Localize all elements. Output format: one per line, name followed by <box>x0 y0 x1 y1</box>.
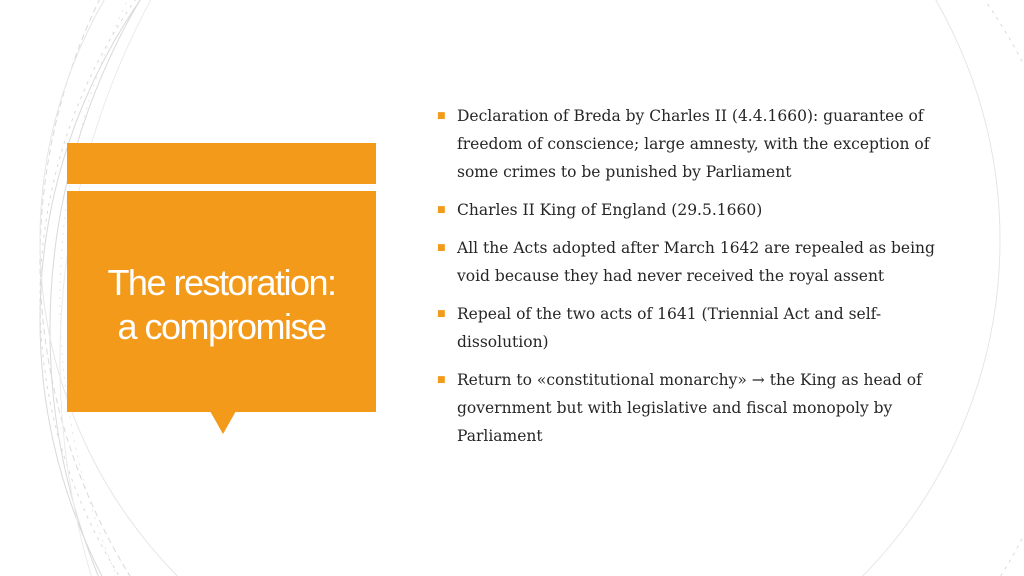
bullet-text: Repeal of the two acts of 1641 (Triennial Act and self-dissolution) <box>457 305 882 351</box>
slide-title <box>107 261 335 349</box>
square-bullet-icon: ■ <box>437 111 446 121</box>
square-bullet-icon: ■ <box>437 205 446 215</box>
bullet-item <box>437 300 967 356</box>
square-bullet-icon: ■ <box>437 375 446 385</box>
bullet-text: Charles II King of England (29.5.1660) <box>457 201 763 219</box>
bullet-item <box>437 196 967 224</box>
square-bullet-icon: ■ <box>437 243 446 253</box>
bullet-list <box>437 102 967 460</box>
title-line-2: a compromise <box>117 305 326 347</box>
square-bullet-icon: ■ <box>437 309 446 319</box>
title-line-1: The restoration: <box>107 261 336 303</box>
title-box <box>67 191 376 412</box>
title-pointer <box>210 411 236 434</box>
accent-bar <box>67 143 376 184</box>
bullet-text: Declaration of Breda by Charles II (4.4.1660): guarantee of freedom of conscience; large amnesty, with the exception of some crimes to be punished by Parliament <box>457 107 930 181</box>
bullet-text: All the Acts adopted after March 1642 are repealed as being void because they had never received the royal assent <box>457 239 935 285</box>
bullet-item <box>437 366 967 450</box>
bullet-item <box>437 102 967 186</box>
bullet-item <box>437 234 967 290</box>
bullet-text: Return to «constitutional monarchy» → the King as head of government but with legislative and fiscal monopoly by Parliament <box>457 371 922 445</box>
